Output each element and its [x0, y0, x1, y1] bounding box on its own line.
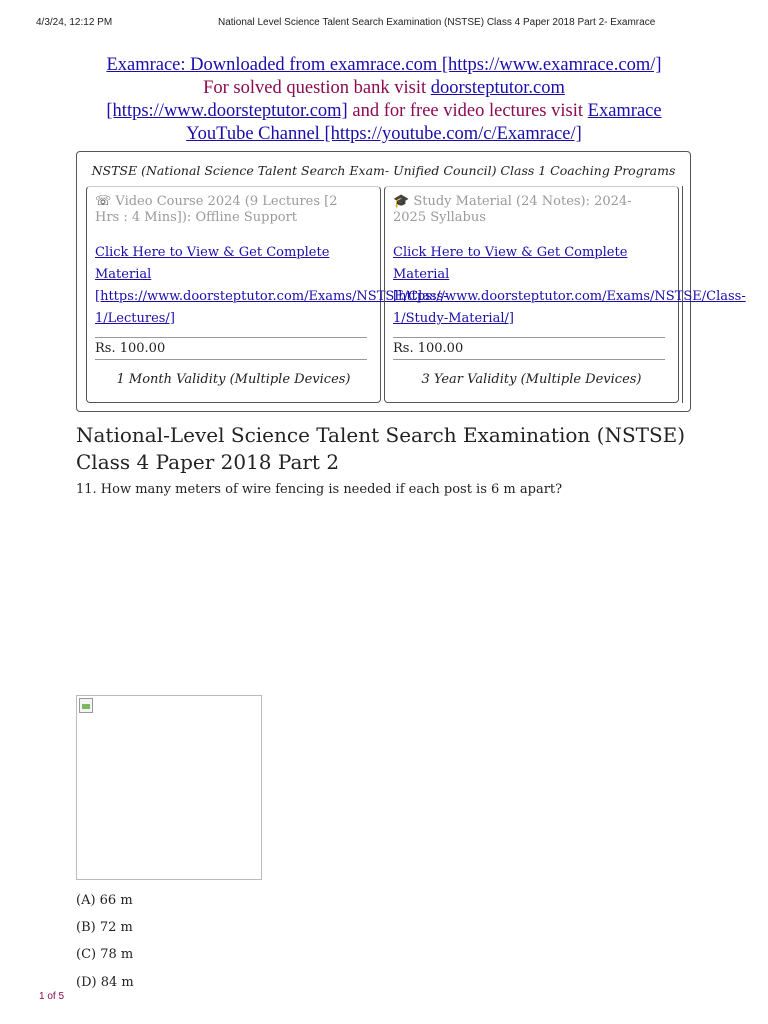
next-card-edge — [682, 186, 683, 403]
examrace-banner — [76, 54, 692, 146]
examrace-youtube-link[interactable]: YouTube Channel [https://youtube.com/c/Examrace/] — [186, 124, 582, 144]
video-course-card — [86, 186, 448, 403]
doorsteptutor-link[interactable]: doorsteptutor.com — [430, 78, 565, 98]
print-datetime: 4/3/24, 12:12 PM — [36, 17, 113, 28]
banner-text-solved: For solved question bank visit — [203, 78, 427, 98]
card-heading-text: Study Material (24 Notes): 2024-2025 Syllabus — [393, 194, 632, 225]
validity: 3 Year Validity (Multiple Devices) — [421, 372, 642, 387]
divider — [393, 337, 665, 338]
option-d: (D) 84 m — [76, 975, 134, 990]
examrace-youtube-link-part1[interactable]: Examrace — [587, 101, 662, 121]
coaching-programs-box — [76, 151, 746, 412]
graduation-cap-icon: 🎓 — [393, 194, 410, 209]
doorsteptutor-url-link[interactable]: [https://www.doorsteptutor.com] — [106, 101, 348, 121]
validity: 1 Month Validity (Multiple Devices) — [116, 372, 351, 387]
study-material-card — [384, 186, 746, 403]
card-heading — [95, 194, 365, 226]
divider — [95, 337, 367, 338]
link-text: Click Here to View & Get Complete Material — [393, 245, 628, 282]
view-material-link[interactable] — [393, 242, 746, 330]
video-icon: ☏ — [95, 194, 112, 209]
coaching-programs-title: NSTSE (National Science Talent Search Exam- Unified Council) Class 1 Coaching Programs — [91, 163, 676, 178]
price: Rs. 100.00 — [393, 341, 464, 356]
card-heading — [393, 194, 663, 226]
divider — [95, 359, 367, 360]
page-title: National-Level Science Talent Search Examination (NSTSE) Class 4 Paper 2018 Part 2 — [76, 423, 686, 474]
link-url: [https://www.doorsteptutor.com/Exams/NSTSE/Class-1/Lectures/] — [95, 289, 448, 326]
card-heading-text: Video Course 2024 (9 Lectures [2 Hrs : 4 Mins]): Offline Support — [95, 194, 338, 225]
price: Rs. 100.00 — [95, 341, 166, 356]
banner-text-lectures: and for free video lectures visit — [352, 101, 584, 121]
option-c: (C) 78 m — [76, 947, 134, 962]
print-doc-title: National Level Science Talent Search Examination (NSTSE) Class 4 Paper 2018 Part 2- Examrace — [218, 17, 656, 28]
examrace-link[interactable]: Examrace: Downloaded from examrace.com [https://www.examrace.com/] — [106, 55, 662, 75]
question-figure — [76, 695, 262, 880]
broken-image-icon — [79, 698, 93, 713]
page-number: 1 of 5 — [39, 991, 65, 1002]
view-material-link[interactable] — [95, 242, 448, 330]
option-a: (A) 66 m — [76, 893, 133, 908]
divider — [393, 359, 665, 360]
option-b: (B) 72 m — [76, 920, 133, 935]
question-text: 11. How many meters of wire fencing is needed if each post is 6 m apart? — [76, 482, 563, 497]
link-text: Click Here to View & Get Complete Material — [95, 245, 330, 282]
link-url: [https://www.doorsteptutor.com/Exams/NSTSE/Class-1/Study-Material/] — [393, 289, 746, 326]
